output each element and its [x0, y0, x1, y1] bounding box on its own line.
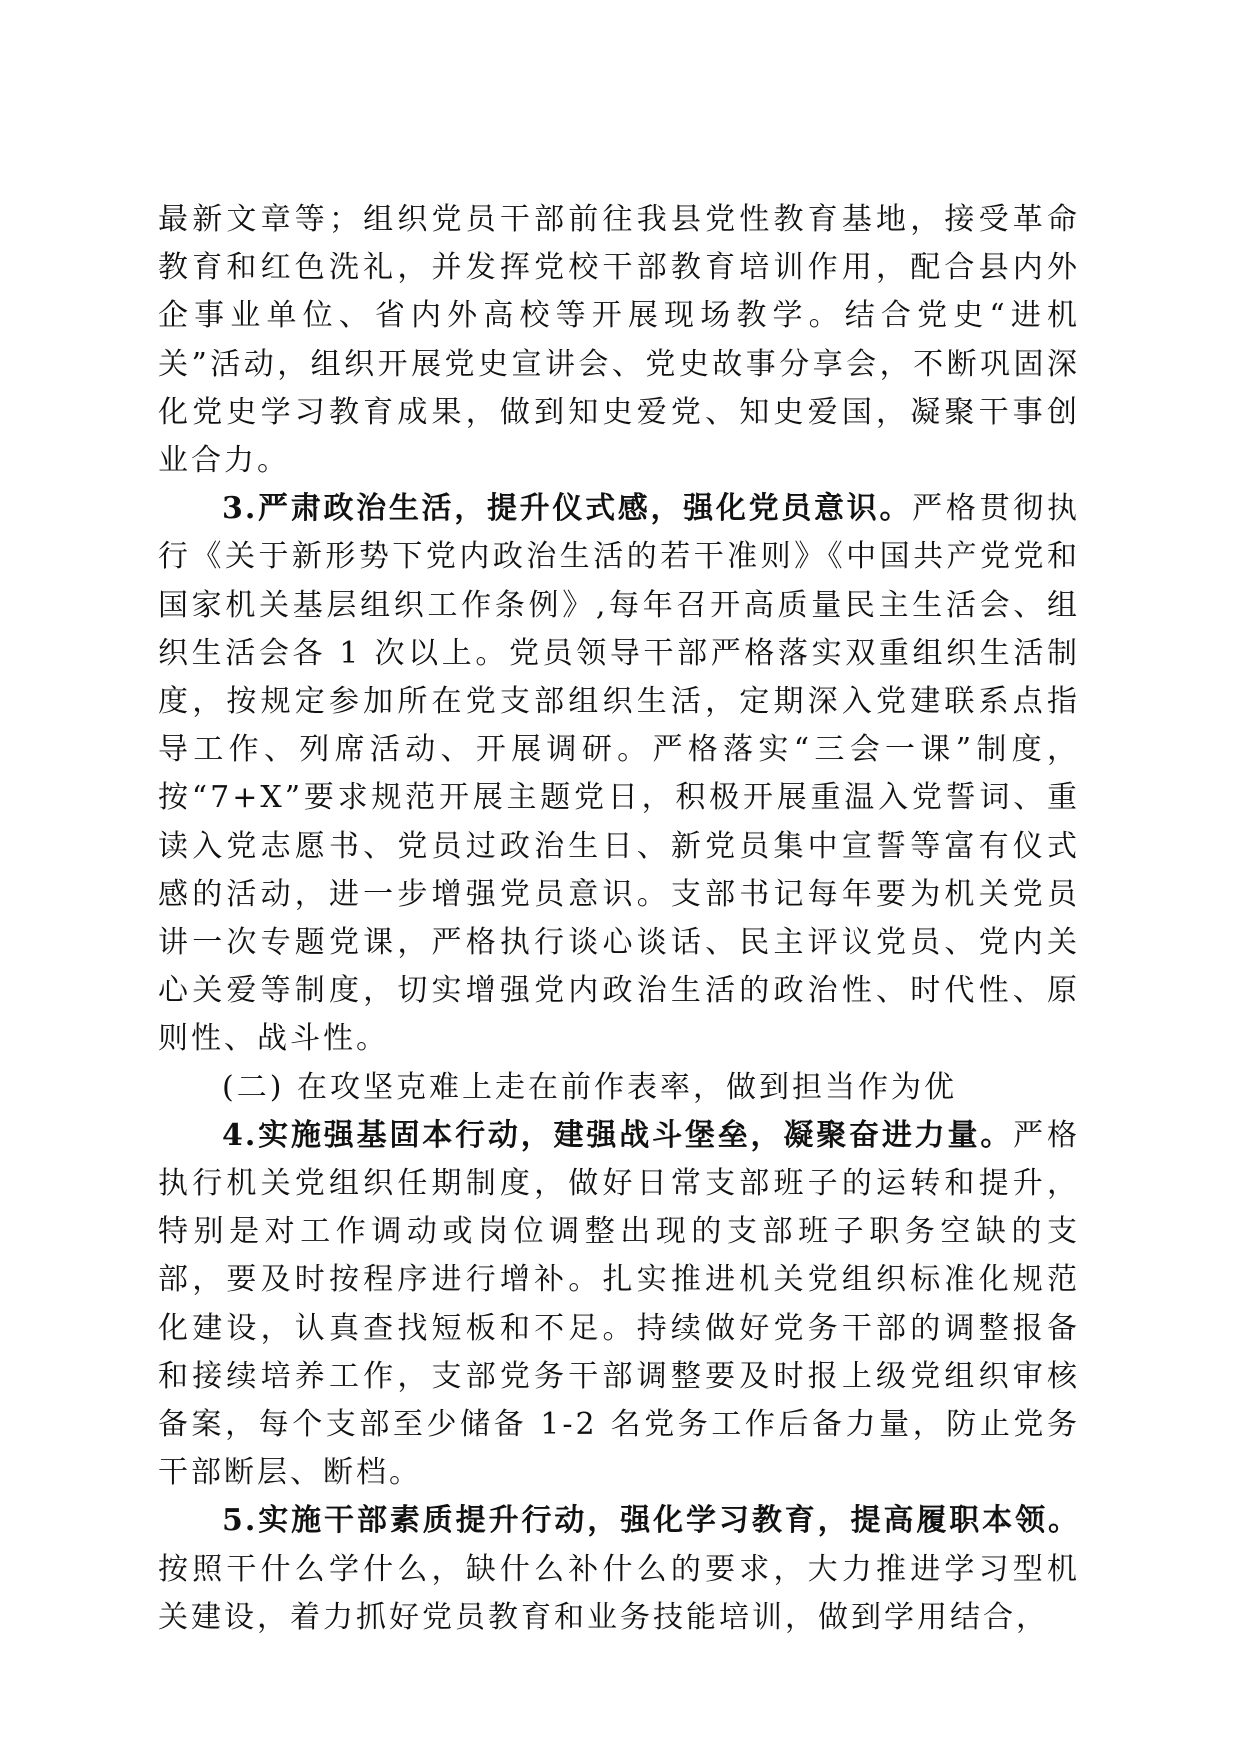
section-heading-text: (二) 在攻坚克难上走在前作表率，做到担当作为优 [222, 1069, 957, 1105]
paragraph-body: 最新文章等；组织党员干部前往我县党性教育基地，接受革命教育和红色洗礼，并发挥党校干部教育培训作用，配合县内外企事业单位、省内外高校等开展现场教学。结合党史“进机关”活动，组织开展党史宣讲会、党史故事分享会，不断巩固深化党史学习教育成果，做到知史爱党、知史爱国，凝聚干事创业合力。 [158, 202, 1080, 479]
paragraph-item-4 [158, 1112, 1080, 1498]
paragraph-item-3 [158, 485, 1080, 1063]
section-heading [158, 1064, 1080, 1112]
paragraph-heading: 4.实施强基固本行动，建强战斗堡垒，凝聚奋进力量。 [222, 1117, 1014, 1153]
paragraph-heading: 3.严肃政治生活，提升仪式感，强化党员意识。 [222, 491, 913, 527]
paragraph-heading: 5.实施干部素质提升行动，强化学习教育，提高履职本领。 [222, 1503, 1080, 1539]
paragraph-continuation [158, 196, 1080, 485]
paragraph-body: 严格贯彻执行《关于新形势下党内政治生活的若干准则》《中国共产党党和国家机关基层组织工作条例》,每年召开高质量民主生活会、组织生活会各 1 次以上。党员领导干部严格落实双重组织生活制度，按规定参加所在党支部组织生活，定期深入党建联系点指导工作、列席活动、开展调研。严格落实“三会一课”制度，按“7+X”要求规范开展主题党日，积极开展重温入党誓词、重读入党志愿书、党员过政治生日、新党员集中宣誓等富有仪式感的活动，进一步增强党员意识。支部书记每年要为机关党员讲一次专题党课，严格执行谈心谈话、民主评议党员、党内关心关爱等制度，切实增强党内政治生活的政治性、时代性、原则性、战斗性。 [158, 491, 1080, 1057]
paragraph-body: 按照干什么学什么，缺什么补什么的要求，大力推进学习型机关建设，着力抓好党员教育和业务技能培训，做到学用结合， [158, 1551, 1080, 1635]
paragraph-item-5 [158, 1497, 1080, 1642]
paragraph-body: 严格执行机关党组织任期制度，做好日常支部班子的运转和提升，特别是对工作调动或岗位调整出现的支部班子职务空缺的支部，要及时按程序进行增补。扎实推进机关党组织标准化规范化建设，认真查找短板和不足。持续做好党务干部的调整报备和接续培养工作，支部党务干部调整要及时报上级党组织审核备案，每个支部至少储备 1-2 名党务工作后备力量，防止党务干部断层、断档。 [158, 1117, 1080, 1491]
document-body [158, 196, 1080, 1642]
